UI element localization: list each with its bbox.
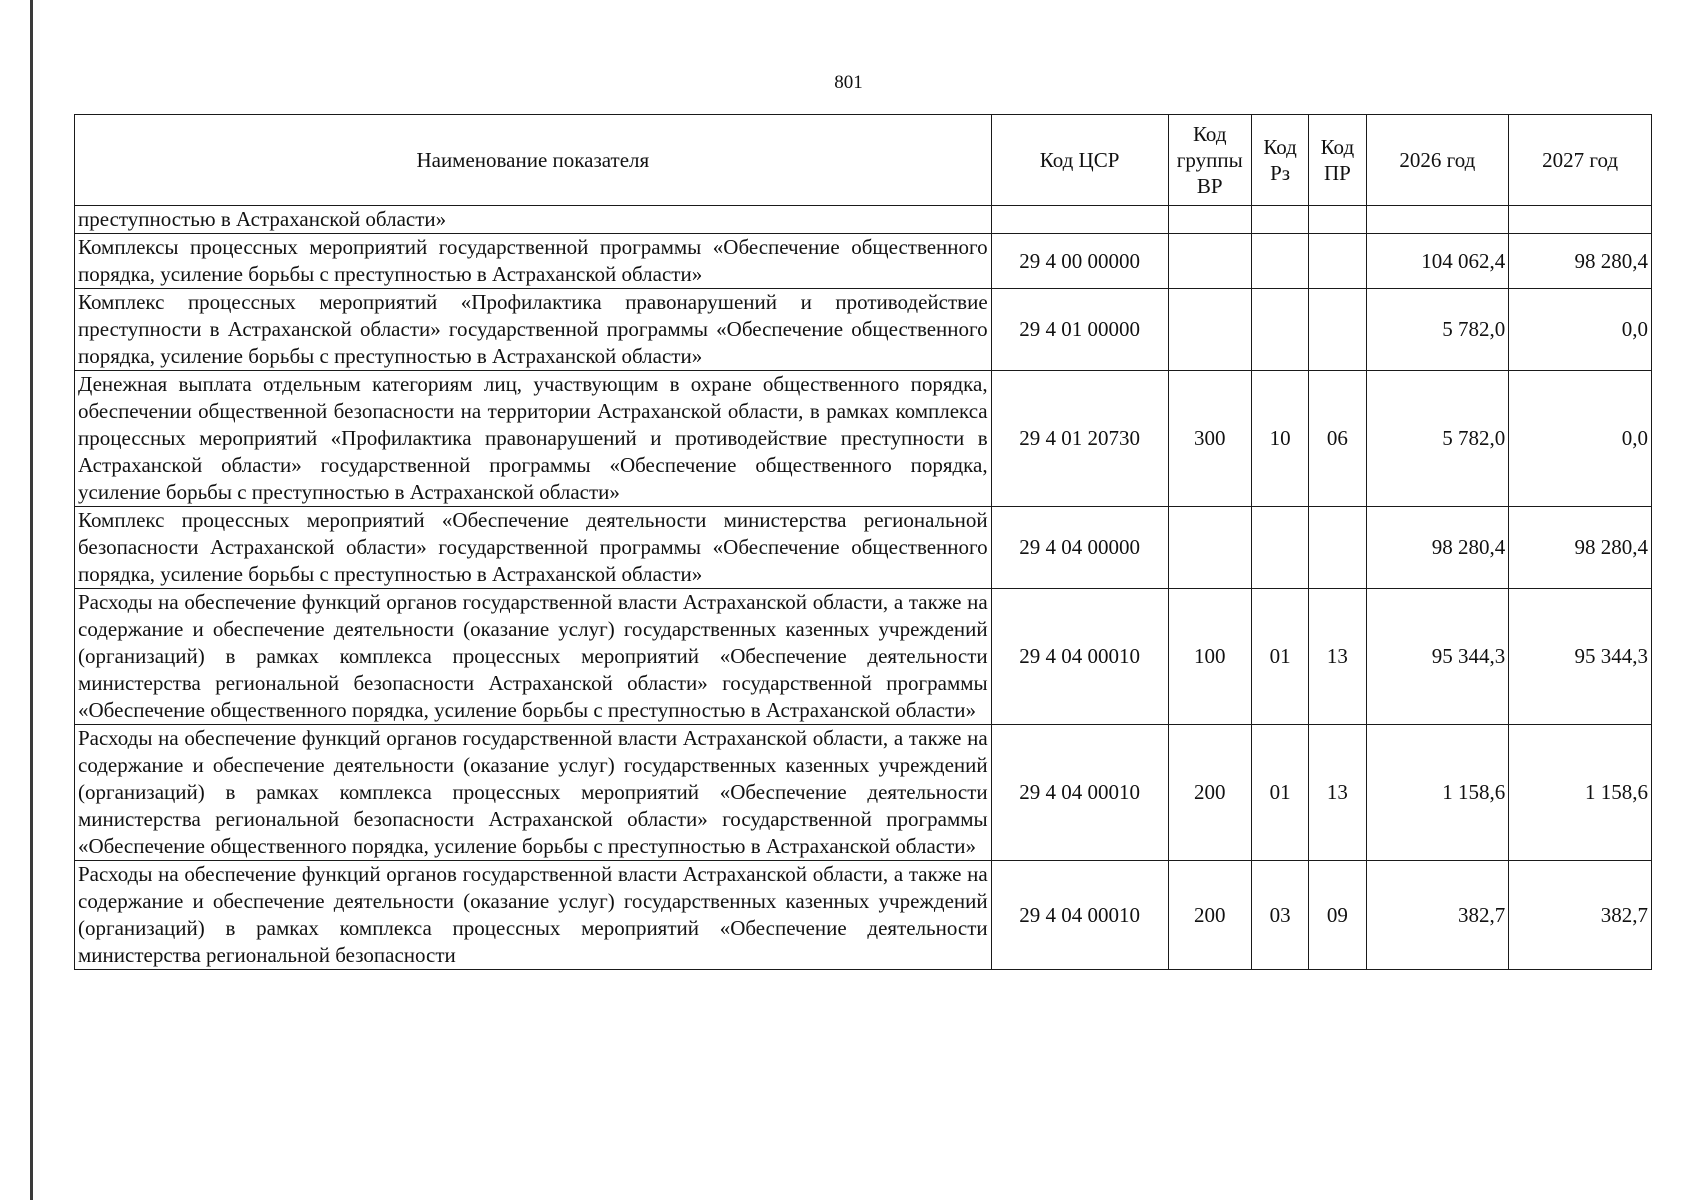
- row-name: Комплекс процессных мероприятий «Обеспечение деятельности министерства региональной безопасности Астраханской области» государственной программы «Обеспечение общественного порядка, усиление борьбы с преступностью в Астраханской области»: [75, 507, 992, 589]
- row-vr-code: [1168, 206, 1251, 234]
- row-vr-code: 300: [1168, 371, 1251, 507]
- row-name: преступностью в Астраханской области»: [75, 206, 992, 234]
- row-rz-code: [1251, 289, 1308, 371]
- header-name: Наименование показателя: [75, 115, 992, 206]
- page-number: 801: [834, 72, 863, 93]
- table-row: [75, 861, 1652, 970]
- row-vr-code: 200: [1168, 725, 1251, 861]
- header-pr-code: Код ПР: [1309, 115, 1366, 206]
- row-pr-code: [1309, 206, 1366, 234]
- row-pr-code: [1309, 234, 1366, 289]
- row-vr-code: 200: [1168, 861, 1251, 970]
- row-rz-code: 03: [1251, 861, 1308, 970]
- row-rz-code: 01: [1251, 589, 1308, 725]
- row-rz-code: [1251, 234, 1308, 289]
- table-row: [75, 371, 1652, 507]
- table-header-row: [75, 115, 1652, 206]
- row-pr-code: 09: [1309, 861, 1366, 970]
- row-rz-code: 10: [1251, 371, 1308, 507]
- row-csr-code: 29 4 04 00010: [991, 725, 1168, 861]
- row-name: Расходы на обеспечение функций органов государственной власти Астраханской области, а также на содержание и обеспечение деятельности (оказание услуг) государственных казенных учреждений (организаций) в рамках комплекса процессных мероприятий «Обеспечение деятельности министерства региональной безопасности: [75, 861, 992, 970]
- row-csr-code: 29 4 04 00010: [991, 861, 1168, 970]
- row-name: Комплекс процессных мероприятий «Профилактика правонарушений и противодействие преступности в Астраханской области» государственной программы «Обеспечение общественного порядка, усиление борьбы с преступностью в Астраханской области»: [75, 289, 992, 371]
- binding-margin-line: [30, 0, 33, 1200]
- row-amount-2026: 95 344,3: [1366, 589, 1509, 725]
- row-csr-code: 29 4 04 00010: [991, 589, 1168, 725]
- table-row: [75, 289, 1652, 371]
- row-amount-2026: [1366, 206, 1509, 234]
- row-amount-2026: 1 158,6: [1366, 725, 1509, 861]
- row-vr-code: [1168, 289, 1251, 371]
- header-rz-code: Код Рз: [1251, 115, 1308, 206]
- row-vr-code: [1168, 507, 1251, 589]
- header-year-2027: 2027 год: [1509, 115, 1652, 206]
- table-row: [75, 725, 1652, 861]
- row-amount-2026: 5 782,0: [1366, 371, 1509, 507]
- row-amount-2027: [1509, 206, 1652, 234]
- row-vr-code: [1168, 234, 1251, 289]
- row-amount-2027: 95 344,3: [1509, 589, 1652, 725]
- row-pr-code: [1309, 289, 1366, 371]
- row-rz-code: [1251, 507, 1308, 589]
- header-year-2026: 2026 год: [1366, 115, 1509, 206]
- row-amount-2026: 98 280,4: [1366, 507, 1509, 589]
- row-name: Расходы на обеспечение функций органов государственной власти Астраханской области, а также на содержание и обеспечение деятельности (оказание услуг) государственных казенных учреждений (организаций) в рамках комплекса процессных мероприятий «Обеспечение деятельности министерства региональной безопасности Астраханской области» государственной программы «Обеспечение общественного порядка, усиление борьбы с преступностью в Астраханской области»: [75, 589, 992, 725]
- row-name: Денежная выплата отдельным категориям лиц, участвующим в охране общественного порядка, обеспечении общественной безопасности на территории Астраханской области, в рамках комплекса процессных мероприятий «Профилактика правонарушений и противодействие преступности в Астраханской области» государственной программы «Обеспечение общественного порядка, усиление борьбы с преступностью в Астраханской области»: [75, 371, 992, 507]
- row-amount-2027: 98 280,4: [1509, 234, 1652, 289]
- row-csr-code: 29 4 01 20730: [991, 371, 1168, 507]
- row-pr-code: 13: [1309, 725, 1366, 861]
- row-csr-code: 29 4 04 00000: [991, 507, 1168, 589]
- header-csr-code: Код ЦСР: [991, 115, 1168, 206]
- row-rz-code: 01: [1251, 725, 1308, 861]
- table-row: [75, 507, 1652, 589]
- row-name: Комплексы процессных мероприятий государственной программы «Обеспечение общественного порядка, усиление борьбы с преступностью в Астраханской области»: [75, 234, 992, 289]
- budget-table: [74, 114, 1652, 970]
- header-vr-code: Код группы ВР: [1168, 115, 1251, 206]
- row-amount-2026: 382,7: [1366, 861, 1509, 970]
- row-pr-code: 06: [1309, 371, 1366, 507]
- row-rz-code: [1251, 206, 1308, 234]
- row-csr-code: 29 4 00 00000: [991, 234, 1168, 289]
- row-amount-2027: 382,7: [1509, 861, 1652, 970]
- row-amount-2026: 5 782,0: [1366, 289, 1509, 371]
- row-csr-code: [991, 206, 1168, 234]
- row-amount-2027: 0,0: [1509, 371, 1652, 507]
- row-name: Расходы на обеспечение функций органов государственной власти Астраханской области, а также на содержание и обеспечение деятельности (оказание услуг) государственных казенных учреждений (организаций) в рамках комплекса процессных мероприятий «Обеспечение деятельности министерства региональной безопасности Астраханской области» государственной программы «Обеспечение общественного порядка, усиление борьбы с преступностью в Астраханской области»: [75, 725, 992, 861]
- row-amount-2027: 1 158,6: [1509, 725, 1652, 861]
- row-pr-code: [1309, 507, 1366, 589]
- row-csr-code: 29 4 01 00000: [991, 289, 1168, 371]
- row-amount-2027: 98 280,4: [1509, 507, 1652, 589]
- table-row: [75, 206, 1652, 234]
- row-amount-2027: 0,0: [1509, 289, 1652, 371]
- table-row: [75, 234, 1652, 289]
- row-vr-code: 100: [1168, 589, 1251, 725]
- table-row: [75, 589, 1652, 725]
- row-amount-2026: 104 062,4: [1366, 234, 1509, 289]
- row-pr-code: 13: [1309, 589, 1366, 725]
